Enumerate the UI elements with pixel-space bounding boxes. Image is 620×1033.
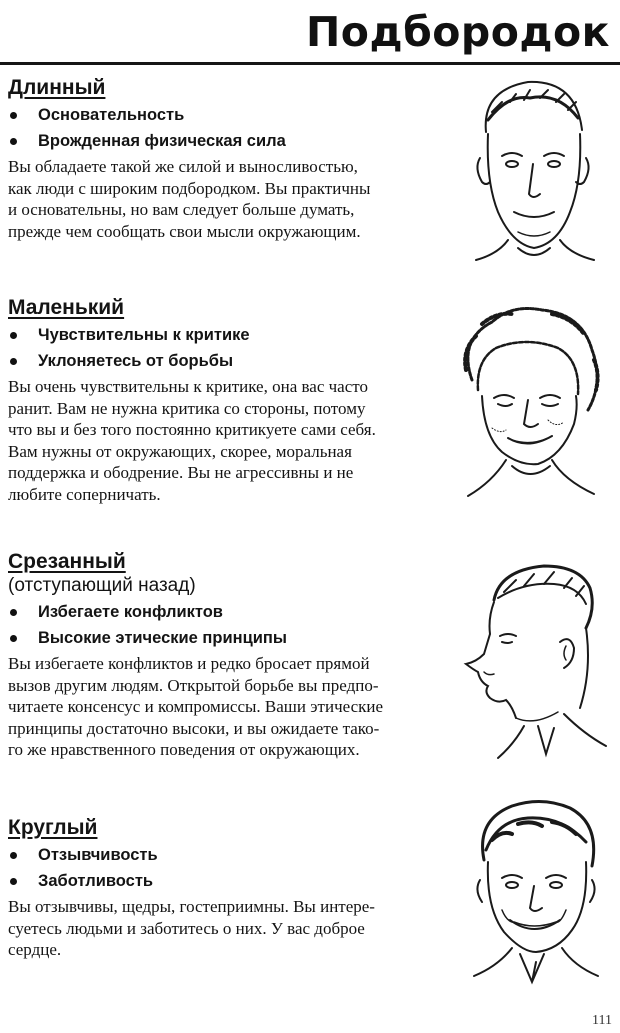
long-chin-face-illustration-icon <box>458 72 608 268</box>
trait-item: Врожденная физическая сила <box>8 128 448 154</box>
trait-list <box>8 842 448 894</box>
section-heading: Длинный <box>8 76 106 99</box>
section-subheading: (отступающий назад) <box>8 575 196 596</box>
trait-item: Избегаете конфликтов <box>8 599 448 625</box>
page-title: Подбородок <box>305 8 610 56</box>
section-description: Вы избегаете конфликтов и редко бросает прямой вызов другим людям. Открытой борьбе вы предпо- читаете консенсус и компромиссы. Ваши этические принципы достаточно высоки, и вы ожидаете тако- го же нравственного поведения от окружающих. <box>8 654 384 759</box>
trait-list <box>8 599 448 651</box>
section-description: Вы отзывчивы, щедры, гостеприимны. Вы интере- суетесь людьми и заботитесь о них. У вас доброе сердце. <box>8 897 375 959</box>
trait-item: Отзывчивость <box>8 842 448 868</box>
receding-chin-profile-illustration-icon <box>454 558 610 764</box>
section-heading: Круглый <box>8 816 98 839</box>
trait-item: Высокие этические принципы <box>8 625 448 651</box>
trait-item: Чувствительны к критике <box>8 322 448 348</box>
page-number: 111 <box>592 1013 612 1028</box>
section-receding-chin <box>8 548 448 761</box>
trait-item: Заботливость <box>8 868 448 894</box>
title-rule <box>0 62 620 65</box>
section-heading: Срезанный <box>8 550 126 573</box>
round-chin-face-illustration-icon <box>462 790 608 990</box>
trait-item: Уклоняетесь от борьбы <box>8 348 448 374</box>
section-small-chin <box>8 294 448 505</box>
trait-item: Основательность <box>8 102 448 128</box>
section-heading: Маленький <box>8 296 125 319</box>
small-chin-face-illustration-icon <box>452 300 610 512</box>
trait-list <box>8 322 448 374</box>
trait-list <box>8 102 448 154</box>
section-description: Вы очень чувствительны к критике, она вас часто ранит. Вам не нужна критика со стороны, потому что вы и без того постоянно критикуете сами себя. Вам нужны от окружающих, скорее, моральная поддержка и ободрение. Вы не агрессивны и не любите соперничать. <box>8 377 376 504</box>
section-round-chin <box>8 814 448 961</box>
section-description: Вы обладаете такой же силой и выносливостью, как люди с широким подбородком. Вы практичны и основательны, но вам следует больше думать, прежде чем сообщать свои мысли окружающим. <box>8 157 371 241</box>
section-long-chin <box>8 74 448 242</box>
